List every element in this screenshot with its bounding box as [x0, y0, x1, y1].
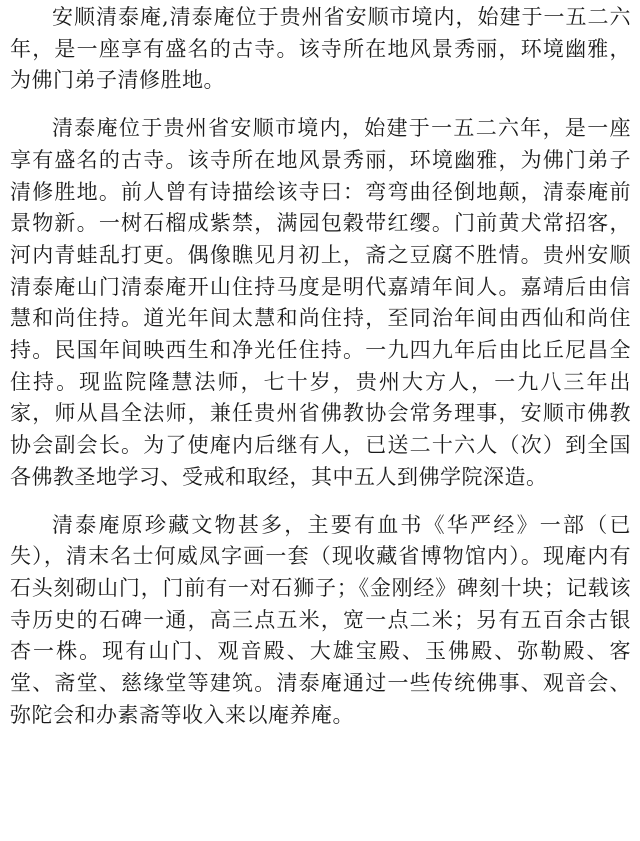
paragraph-intro: 安顺清泰庵,清泰庵位于贵州省安顺市境内，始建于一五二六年，是一座享有盛名的古寺。该寺所在地风景秀丽，环境幽雅，为佛门弟子清修胜地。 [10, 5, 631, 93]
paragraph-history: 清泰庵位于贵州省安顺市境内，始建于一五二六年，是一座享有盛名的古寺。该寺所在地风景秀丽，环境幽雅，为佛门弟子清修胜地。前人曾有诗描绘该寺曰：弯弯曲径倒地颠，清泰庵前景物新。一树石榴成紫禁，满园包穀带红缨。门前黄犬常招客，河内青蛙乱打更。偶像瞧见月初上，斋之豆腐不胜情。贵州安顺清泰庵山门清泰庵开山住持马度是明代嘉靖年间人。嘉靖后由信慧和尚住持。道光年间太慧和尚住持，至同治年间由西仙和尚住持。民国年间映西生和净光任住持。一九四九年后由比丘尼昌全住持。现监院隆慧法师，七十岁，贵州大方人，一九八三年出家，师从昌全法师，兼任贵州省佛教协会常务理事，安顺市佛教协会副会长。为了使庵内后继有人，已送二十六人（次）到全国各佛教圣地学习、受戒和取经，其中五人到佛学院深造。 [10, 116, 631, 489]
paragraph-relics: 清泰庵原珍藏文物甚多，主要有血书《华严经》一部（已失），清末名士何威凤字画一套（现收藏省博物馆内）。现庵内有石头刻砌山门，门前有一对石狮子；《金刚经》碑刻十块；记载该寺历史的石碑一通，高三点五米，宽一点二米；另有五百余古银杏一株。现有山门、观音殿、大雄宝殿、玉佛殿、弥勒殿、客堂、斋堂、慈缘堂等建筑。清泰庵通过一些传统佛事、观音会、弥陀会和办素斋等收入来以庵养庵。 [10, 512, 631, 727]
